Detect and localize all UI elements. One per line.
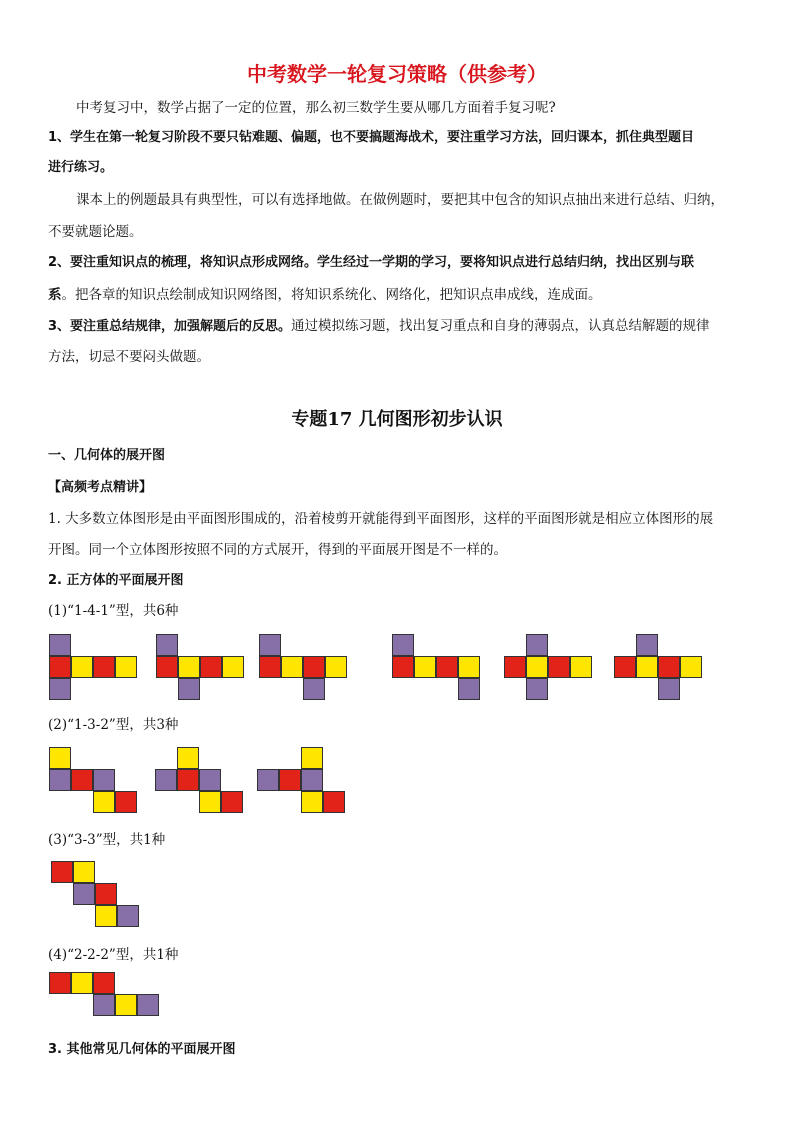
net-square xyxy=(117,905,139,927)
net-square xyxy=(325,656,347,678)
net-square xyxy=(93,972,115,994)
net-square xyxy=(49,678,71,700)
net-square xyxy=(155,769,177,791)
net-square xyxy=(259,656,281,678)
type-2-label: (2)“1-3-2”型，共3种 xyxy=(48,717,179,733)
net-square xyxy=(178,656,200,678)
net-square xyxy=(200,656,222,678)
net-square xyxy=(458,678,480,700)
net-square xyxy=(301,747,323,769)
net-square xyxy=(95,883,117,905)
net-square xyxy=(93,656,115,678)
type-4-label: (4)“2-2-2”型，共1种 xyxy=(48,947,179,963)
net-square xyxy=(222,656,244,678)
net-square xyxy=(526,678,548,700)
point-3-line-1 xyxy=(48,316,710,337)
net-square xyxy=(49,634,71,656)
net-square xyxy=(414,656,436,678)
knowledge-1-line-1: 1. 大多数立体图形是由平面图形围成的，沿着棱剪开就能得到平面图形，这样的平面图形就是相应立体图形的展 xyxy=(48,511,714,527)
net-square xyxy=(614,656,636,678)
section-1-tag: 【高频考点精讲】 xyxy=(48,480,153,495)
net-square xyxy=(504,656,526,678)
net-square xyxy=(301,791,323,813)
net-square xyxy=(71,769,93,791)
net-square xyxy=(71,972,93,994)
document-title: 中考数学一轮复习策略（供参考） xyxy=(247,62,547,86)
point-1-detail-line-1: 课本上的例题最具有典型性，可以有选择地做。在做例题时，要把其中包含的知识点抽出来进行总结、归纳， xyxy=(76,192,724,208)
net-square xyxy=(392,634,414,656)
net-square xyxy=(279,769,301,791)
net-square xyxy=(93,791,115,813)
knowledge-2-heading: 2. 正方体的平面展开图 xyxy=(48,573,184,588)
net-square xyxy=(199,769,221,791)
net-square xyxy=(526,656,548,678)
net-square xyxy=(93,994,115,1016)
knowledge-3-heading: 3. 其他常见几何体的平面展开图 xyxy=(48,1042,236,1057)
net-square xyxy=(177,769,199,791)
net-square xyxy=(49,972,71,994)
net-square xyxy=(548,656,570,678)
point-3-line-2: 方法，切忌不要闷头做题。 xyxy=(48,349,210,365)
net-square xyxy=(303,656,325,678)
net-square xyxy=(71,656,93,678)
net-square xyxy=(156,656,178,678)
type-1-label: (1)“1-4-1”型，共6种 xyxy=(48,603,179,619)
point-3-rest: 通过模拟练习题，找出复习重点和自身的薄弱点，认真总结解题的规律 xyxy=(291,318,710,334)
section-1-heading: 一、几何体的展开图 xyxy=(48,448,166,463)
net-square xyxy=(49,656,71,678)
net-square xyxy=(73,883,95,905)
net-square xyxy=(177,747,199,769)
net-square xyxy=(281,656,303,678)
net-square xyxy=(115,791,137,813)
net-square xyxy=(301,769,323,791)
net-square xyxy=(636,634,658,656)
net-square xyxy=(178,678,200,700)
net-square xyxy=(93,769,115,791)
net-square xyxy=(49,747,71,769)
topic-heading: 专题17 几何图形初步认识 xyxy=(291,409,503,430)
net-square xyxy=(636,656,658,678)
net-square xyxy=(392,656,414,678)
net-square xyxy=(323,791,345,813)
net-square xyxy=(458,656,480,678)
net-square xyxy=(137,994,159,1016)
net-square xyxy=(221,791,243,813)
point-2-line-2-rest: 。把各章的知识点绘制成知识网络图，将知识系统化、网络化，把知识点串成线，连成面。 xyxy=(61,287,602,303)
net-square xyxy=(526,634,548,656)
knowledge-1-line-2: 开图。同一个立体图形按照不同的方式展开，得到的平面展开图是不一样的。 xyxy=(48,542,507,558)
net-square xyxy=(658,656,680,678)
net-square xyxy=(199,791,221,813)
point-1-line-1: 1、学生在第一轮复习阶段不要只钻难题、偏题，也不要搞题海战术，要注重学习方法，回归课本，抓住典型题目 xyxy=(48,130,695,145)
net-square xyxy=(49,769,71,791)
net-square xyxy=(51,861,73,883)
net-square xyxy=(680,656,702,678)
net-square xyxy=(303,678,325,700)
net-square xyxy=(95,905,117,927)
point-2-line-2-bold: 系 xyxy=(48,287,62,303)
net-square xyxy=(115,656,137,678)
point-3-bold: 3、要注重总结规律，加强解题后的反思。 xyxy=(48,319,292,334)
point-1-detail-line-2: 不要就题论题。 xyxy=(48,224,143,240)
point-1-line-2: 进行练习。 xyxy=(48,160,114,175)
net-square xyxy=(570,656,592,678)
type-3-label: (3)“3-3”型，共1种 xyxy=(48,832,166,848)
point-2-line-1: 2、要注重知识点的梳理，将知识点形成网络。学生经过一学期的学习，要将知识点进行总结归纳，找出区别与联 xyxy=(48,255,695,270)
intro-paragraph: 中考复习中，数学占据了一定的位置，那么初三数学生要从哪几方面着手复习呢? xyxy=(76,100,556,116)
net-square xyxy=(73,861,95,883)
net-square xyxy=(658,678,680,700)
net-square xyxy=(259,634,281,656)
net-square xyxy=(115,994,137,1016)
net-square xyxy=(436,656,458,678)
net-square xyxy=(257,769,279,791)
net-square xyxy=(156,634,178,656)
point-2-line-2 xyxy=(48,285,602,305)
